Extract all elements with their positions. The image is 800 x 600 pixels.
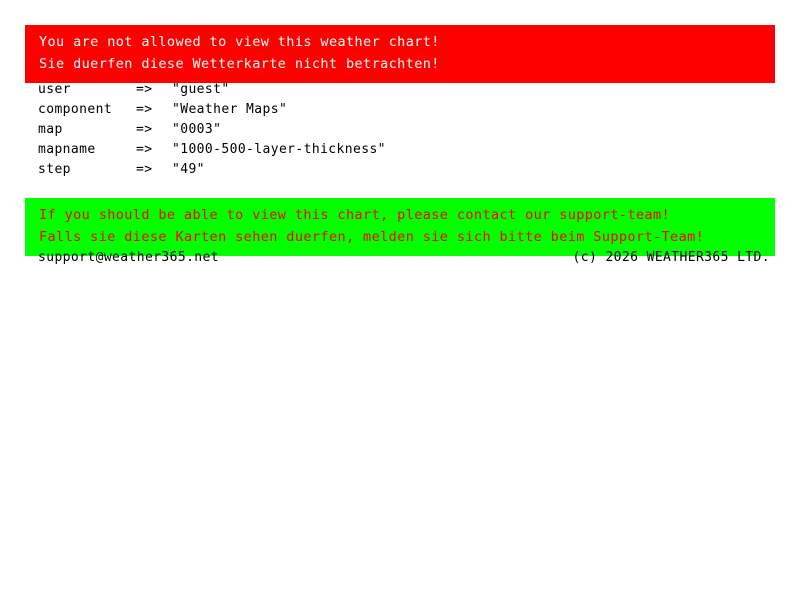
detail-row (38, 100, 386, 120)
detail-arrow: => (136, 122, 153, 137)
request-details (38, 80, 386, 180)
detail-arrow: => (136, 162, 153, 177)
info-banner (25, 198, 775, 256)
footer (38, 250, 770, 265)
error-banner-line-en: You are not allowed to view this weather chart! (39, 34, 440, 50)
info-banner-line-en: If you should be able to view this chart, please contact our support-team! (39, 207, 671, 223)
detail-value-mapname: "1000-500-layer-thickness" (172, 142, 386, 157)
detail-value-map: "0003" (172, 122, 222, 137)
detail-arrow: => (136, 82, 153, 97)
info-banner-line-de: Falls sie diese Karten sehen duerfen, melden sie sich bitte beim Support-Team! (39, 229, 705, 245)
copyright-text: (c) 2026 WEATHER365 LTD. (572, 250, 770, 265)
detail-key-map: map (38, 122, 63, 137)
detail-key-step: step (38, 162, 71, 177)
detail-arrow: => (136, 142, 153, 157)
error-banner-line-de: Sie duerfen diese Wetterkarte nicht betrachten! (39, 56, 440, 72)
detail-row (38, 160, 386, 180)
support-email-link[interactable]: support@weather365.net (38, 250, 219, 265)
detail-row (38, 120, 386, 140)
detail-row (38, 140, 386, 160)
detail-row (38, 80, 386, 100)
detail-value-step: "49" (172, 162, 205, 177)
detail-key-user: user (38, 82, 71, 97)
detail-key-component: component (38, 102, 113, 117)
detail-value-component: "Weather Maps" (172, 102, 288, 117)
detail-value-user: "guest" (172, 82, 230, 97)
detail-key-mapname: mapname (38, 142, 96, 157)
error-banner (25, 25, 775, 83)
detail-arrow: => (136, 102, 153, 117)
